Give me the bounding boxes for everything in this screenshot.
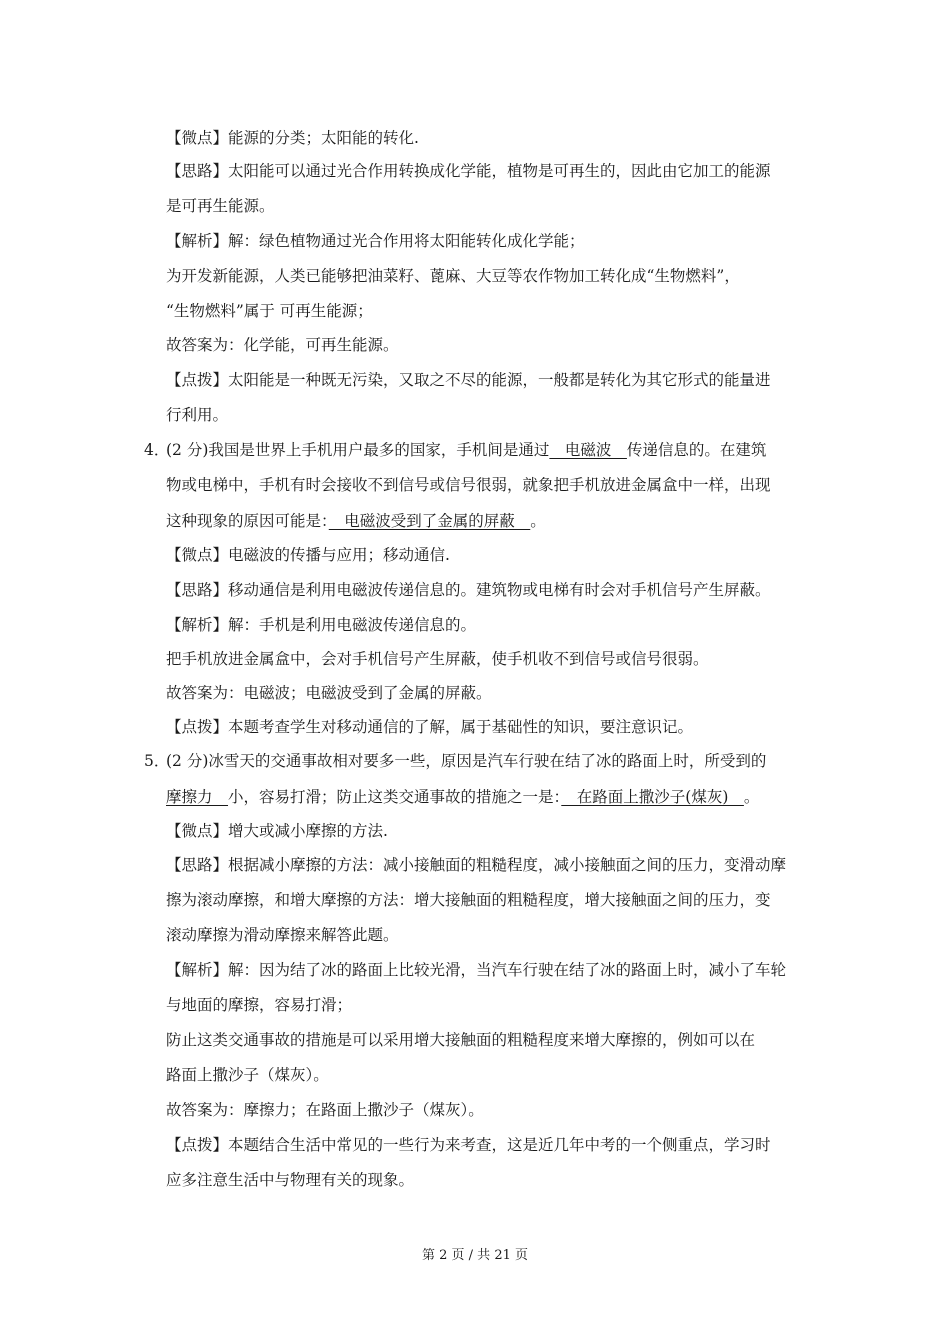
q3-approach-line-1: 【思路】太阳能可以通过光合作用转换成化学能，植物是可再生的，因此由它加工的能源 — [166, 162, 771, 180]
q3-tip-line-1: 【点拨】太阳能是一种既无污染，又取之不尽的能源，一般都是转化为其它形式的能量进 — [166, 371, 771, 389]
q4-stem-text-1: (2 分)我国是世界上手机用户最多的国家，手机间是通过 — [166, 441, 550, 459]
q4-stem-text-3: 这种现象的原因可能是： — [166, 512, 329, 530]
q5-stem-line-2 — [166, 786, 816, 808]
q3-answer-line: 故答案为：化学能，可再生能源。 — [166, 336, 399, 354]
q4-stem-line-3 — [166, 510, 816, 532]
q3-approach-line-2: 是可再生能源。 — [166, 197, 275, 215]
q3-tip-line-2: 行利用。 — [166, 406, 229, 424]
q4-answer-blank-1: 电磁波 — [549, 441, 627, 459]
q4-stem-line-2: 物或电梯中，手机有时会接收不到信号或信号很弱，就象把手机放进金属盒中一样，出现 — [166, 476, 771, 494]
q3-analysis-line-1: 【解析】解：绿色植物通过光合作用将太阳能转化成化学能； — [166, 232, 585, 250]
q3-analysis-line-3: “生物燃料”属于 可再生能源； — [166, 302, 373, 320]
q5-analysis-line-1: 【解析】解：因为结了冰的路面上比较光滑，当汽车行驶在结了冰的路面上时，减小了车轮 — [166, 961, 787, 979]
q5-tip-line-1: 【点拨】本题结合生活中常见的一些行为来考查，这是近几年中考的一个侧重点，学习时 — [166, 1136, 771, 1154]
q4-analysis-line-2: 把手机放进金属盒中，会对手机信号产生屏蔽，使手机收不到信号或信号很弱。 — [166, 650, 709, 668]
q4-stem-text-2: 传递信息的。在建筑 — [626, 441, 767, 459]
q4-tip-line: 【点拨】本题考查学生对移动通信的了解，属于基础性的知识，要注意识记。 — [166, 718, 694, 736]
q4-answer-line: 故答案为：电磁波；电磁波受到了金属的屏蔽。 — [166, 684, 492, 702]
page-footer: 第 2 页 / 共 21 页 — [422, 1248, 528, 1263]
q5-analysis-line-2: 与地面的摩擦，容易打滑； — [166, 996, 353, 1014]
q4-answer-blank-2: 电磁波受到了金属的屏蔽 — [328, 512, 531, 530]
q5-number: 5． — [144, 752, 170, 770]
q5-analysis-line-3: 防止这类交通事故的措施是可以采用增大接触面的粗糙程度来增大摩擦的，例如可以在 — [166, 1031, 756, 1049]
q5-stem-text-2: 。 — [743, 788, 760, 806]
q3-analysis-line-2: 为开发新能源，人类已能够把油菜籽、蓖麻、大豆等农作物加工转化成“生物燃料”， — [166, 267, 740, 285]
q5-analysis-line-4: 路面上撒沙子（煤灰）。 — [166, 1066, 329, 1084]
q5-knowledge-point: 【微点】增大或减小摩擦的方法. — [166, 822, 388, 840]
q3-knowledge-point: 【微点】能源的分类；太阳能的转化. — [166, 129, 419, 147]
q4-approach-line: 【思路】移动通信是利用电磁波传递信息的。建筑物或电梯有时会对手机信号产生屏蔽。 — [166, 581, 771, 599]
q5-stem-text-1: 小，容易打滑；防止这类交通事故的措施之一是： — [228, 788, 562, 806]
q4-stem-line-1 — [166, 439, 816, 461]
q5-approach-line-1: 【思路】根据减小摩擦的方法：减小接触面的粗糙程度，减小接触面之间的压力，变滑动摩 — [166, 856, 787, 874]
q5-answer-line: 故答案为：摩擦力；在路面上撒沙子（煤灰）。 — [166, 1101, 484, 1119]
q4-number: 4． — [144, 441, 170, 459]
q5-tip-line-2: 应多注意生活中与物理有关的现象。 — [166, 1171, 415, 1189]
q5-answer-blank-2: 在路面上撒沙子(煤灰) — [561, 788, 744, 806]
q5-answer-blank-1: 摩擦力 — [166, 788, 229, 806]
q5-approach-line-2: 擦为滚动摩擦，和增大摩擦的方法：增大接触面的粗糙程度，增大接触面之间的压力，变 — [166, 891, 771, 909]
q5-approach-line-3: 滚动摩擦为滑动摩擦来解答此题。 — [166, 926, 399, 944]
q4-stem-text-4: 。 — [530, 512, 546, 530]
q5-stem-line-1: (2 分)冰雪天的交通事故相对要多一些，原因是汽车行驶在结了冰的路面上时，所受到的 — [166, 752, 767, 770]
q4-analysis-line-1: 【解析】解：手机是利用电磁波传递信息的。 — [166, 616, 477, 634]
q4-knowledge-point: 【微点】电磁波的传播与应用；移动通信. — [166, 546, 450, 564]
